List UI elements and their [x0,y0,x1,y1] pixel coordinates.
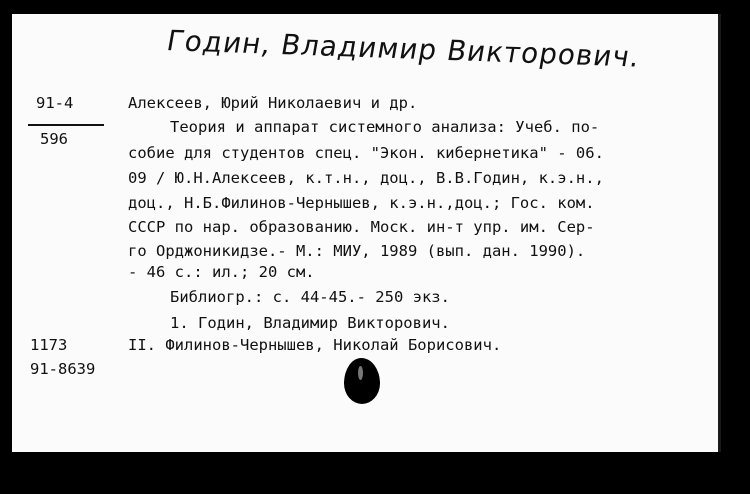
physical-description-line: - 46 с.: ил.; 20 см. [128,263,315,281]
shelf-mark-divider [28,124,104,126]
description-line: собие для студентов спец. "Экон. кибернетика" - 06. [128,144,604,162]
description-line: го Орджоникидзе.- М.: МИУ, 1989 (вып. дан. 1990). [128,242,586,260]
description-line: 09 / Ю.Н.Алексеев, к.т.н., доц., В.В.Годин, к.э.н., [128,169,604,187]
punch-hole-shine [358,366,363,380]
bibliography-note: Библиогр.: с. 44-45.- 250 экз. [170,288,450,306]
punch-hole [344,358,380,404]
title-line: Теория и аппарат системного анализа: Учеб. по- [170,118,600,136]
inventory-number: 1173 [30,336,68,354]
added-entry-2: II. Филинов-Чернышев, Николай Борисович. [128,336,502,354]
handwritten-heading: Годин, Владимир Викторович. [164,24,643,74]
author-line: Алексеев, Юрий Николаевич и др. [128,94,418,112]
shelf-mark-bottom: 596 [40,130,68,148]
card-edge [718,14,721,452]
description-line: СССР по нар. образованию. Моск. ин-т упр. им. Сер- [128,218,595,236]
added-entry-1: 1. Годин, Владимир Викторович. [170,314,450,332]
shelf-mark-top: 91-4 [36,94,74,112]
registration-number: 91-8639 [30,360,96,378]
description-line: доц., Н.Б.Филинов-Чернышев, к.э.н.,доц.; Гос. ком. [128,194,595,212]
